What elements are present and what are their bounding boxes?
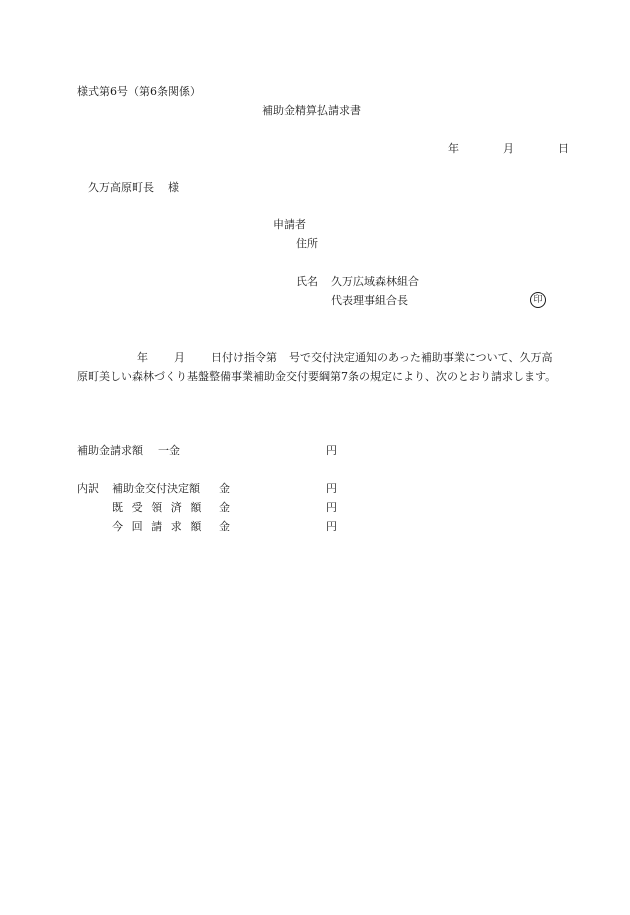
breakdown-row-kin: 金 [219, 482, 230, 495]
request-body-text [77, 348, 561, 386]
body-main-text: 号で交付決定通知のあった補助事業について、久万高原町美しい森林づくり基盤整備事業補助金交付要綱第7条の規定により、次のとおり請求します。 [77, 351, 557, 383]
recipient-honorific: 様 [168, 181, 179, 194]
body-date-designation: 日付け指令第 [211, 351, 277, 364]
breakdown-row-kin: 金 [219, 520, 230, 533]
organization-name: 久万広域森林組合 [331, 275, 419, 288]
date-line [448, 142, 569, 156]
breakdown-row-yen: 円 [326, 482, 337, 495]
breakdown-row-yen: 円 [326, 501, 337, 514]
recipient [88, 181, 179, 195]
applicant-label: 申請者 [273, 218, 306, 231]
address-label: 住所 [296, 237, 318, 250]
document-title: 補助金精算払請求書 [262, 104, 361, 117]
representative-title: 代表理事組合長 [331, 294, 408, 307]
claim-yen-unit: 円 [326, 444, 337, 457]
claim-amount-label: 補助金請求額 [77, 444, 143, 457]
breakdown-row-label: 今回請求額 [112, 520, 210, 533]
claim-gold-label: 一金 [158, 444, 180, 457]
breakdown-row-label: 既受領済額 [112, 501, 210, 514]
body-month: 月 [174, 351, 185, 364]
breakdown-row-yen: 円 [326, 520, 337, 533]
date-month: 月 [503, 142, 514, 155]
body-year: 年 [137, 351, 148, 364]
breakdown-row-label: 補助金交付決定額 [112, 482, 200, 495]
breakdown-label: 内訳 [77, 482, 99, 495]
breakdown-row-kin: 金 [219, 501, 230, 514]
recipient-name: 久万高原町長 [88, 181, 154, 194]
date-year: 年 [448, 142, 459, 155]
seal-icon: 印 [530, 292, 546, 308]
form-number: 様式第6号（第6条関係） [77, 85, 201, 98]
date-day: 日 [558, 142, 569, 155]
name-label: 氏名 [296, 275, 318, 288]
